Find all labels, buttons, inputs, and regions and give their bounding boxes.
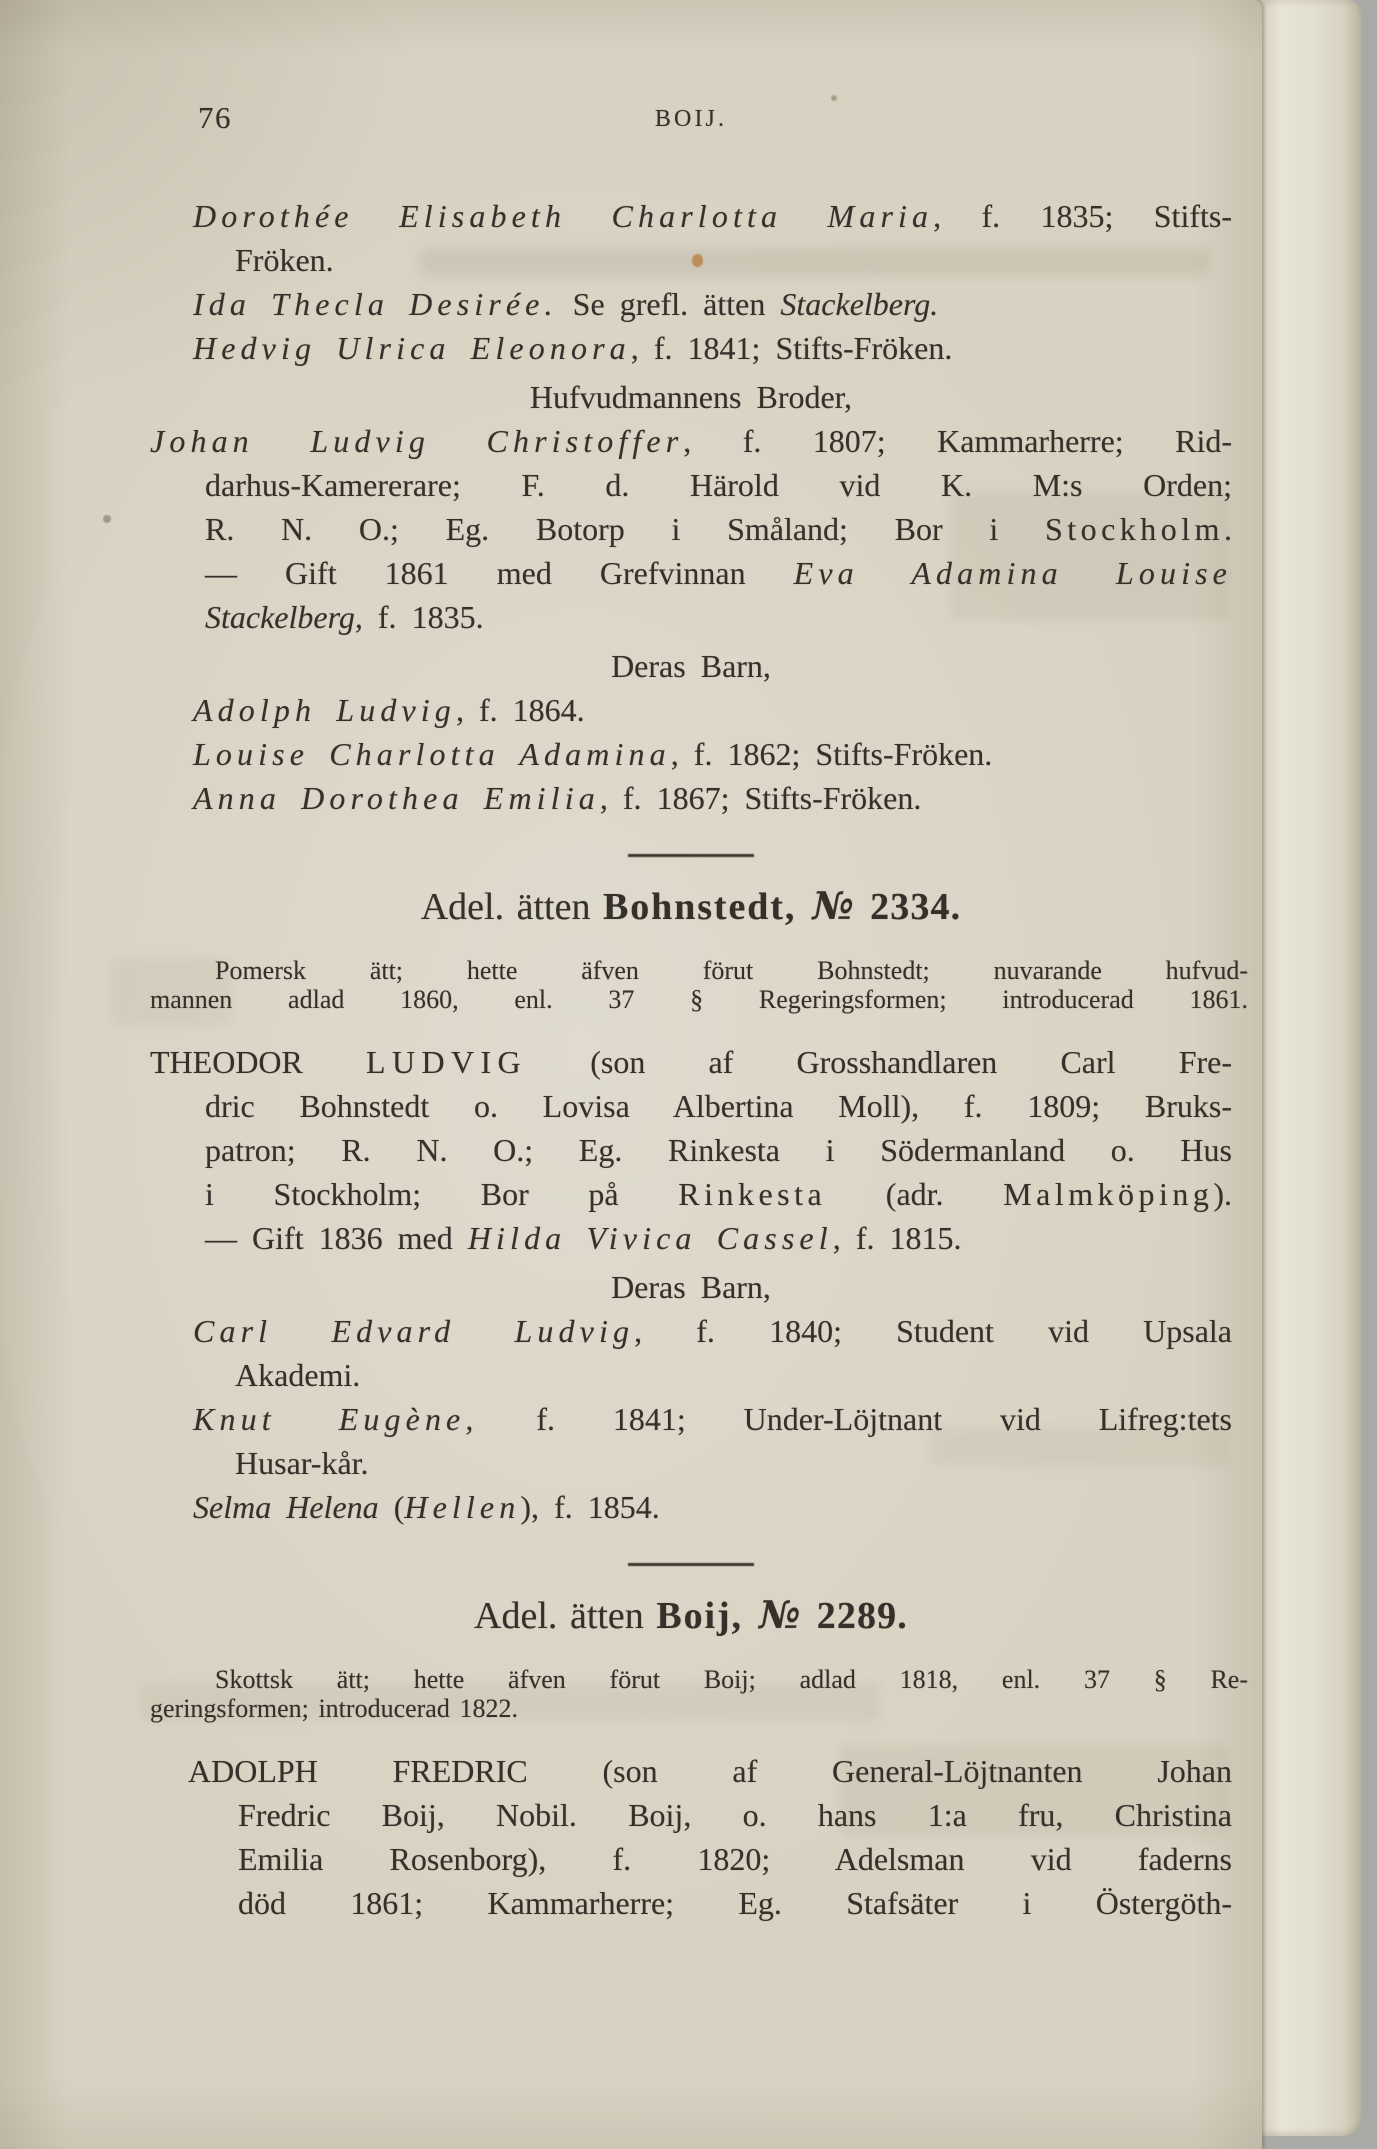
entry-paragraph [150, 776, 1232, 820]
text-segment: LUDVIG [366, 1044, 528, 1080]
text-segment: Fredric Boij, Nobil. Boij, o. hans 1:a fru, Christina [238, 1797, 1232, 1833]
family-note [150, 1665, 1248, 1723]
text-line [150, 1040, 1232, 1084]
text-segment: , f. 1841; Stifts-Fröken. [630, 330, 953, 366]
text-line [238, 1793, 1232, 1837]
text-segment: Se grefl. ätten [557, 286, 781, 322]
text-line [205, 507, 1232, 551]
text-segment: ), f. 1854. [520, 1489, 660, 1525]
text-segment: Hilda Vivica Cassel [467, 1220, 833, 1256]
text-segment: — Gift 1861 med Grefvinnan [205, 555, 794, 591]
book-page-edges [1256, 0, 1362, 2136]
text-segment: Rinkesta [678, 1176, 827, 1212]
text-segment: , f. 1840; Student vid Upsala [634, 1313, 1232, 1349]
text-segment: Stackelberg, [205, 599, 363, 635]
text-line [193, 688, 1232, 732]
page-header [150, 100, 1232, 144]
text-segment: . [1224, 511, 1232, 547]
center-label: Hufvudmannens Broder, [529, 379, 853, 415]
entry-paragraph [150, 1397, 1232, 1485]
text-segment: , f. 1862; Stifts-Fröken. [670, 736, 993, 772]
text-segment: Johan Ludvig Christoffer [150, 423, 684, 459]
text-segment: Skottsk ätt; hette äfven förut Boij; adlad 1818, enl. 37 § Re- [215, 1665, 1248, 1694]
family-note [150, 956, 1248, 1014]
text-segment: (son af Grosshandlaren Carl Fre- [527, 1044, 1233, 1080]
family-heading [150, 881, 1232, 932]
section-divider [628, 854, 754, 857]
text-line [235, 1353, 1232, 1397]
stain-mark [103, 515, 111, 523]
text-line [205, 551, 1232, 595]
text-line [205, 595, 1232, 639]
page-number: 76 [198, 100, 233, 135]
text-segment: Bohnstedt, [603, 886, 797, 928]
text-line [193, 732, 1232, 776]
entry-paragraph [150, 1749, 1232, 1925]
entry-paragraph [150, 194, 1232, 282]
text-segment: (adr. [826, 1176, 1004, 1212]
text-segment: Husar-kår. [235, 1445, 369, 1481]
text-segment: mannen adlad 1860, enl. 37 § Regeringsformen; introducerad 1861. [150, 985, 1248, 1014]
text-line [193, 1309, 1232, 1353]
entry-paragraph [150, 326, 1232, 370]
text-line [235, 1441, 1232, 1485]
section-divider [628, 1563, 754, 1566]
text-segment: Pomersk ätt; hette äfven förut Bohnstedt; nuvarande hufvud- [215, 956, 1248, 985]
text-segment: Fröken. [235, 242, 334, 278]
text-segment: Adel. ätten [420, 886, 604, 928]
text-block [150, 194, 1248, 1925]
text-segment: ). [1213, 1176, 1232, 1212]
text-segment: Dorothée Elisabeth Charlotta Maria [193, 198, 934, 234]
text-segment: , f. 1807; Kammarherre; Rid- [683, 423, 1232, 459]
text-segment: Anna Dorothea Emilia [193, 780, 600, 816]
center-label: Deras Barn, [611, 1269, 771, 1305]
text-segment: 2289. [816, 1595, 908, 1637]
text-line [150, 1694, 1248, 1723]
text-segment: Hedvig Ulrica Eleonora [193, 330, 631, 366]
text-segment: , f. 1864. [455, 692, 585, 728]
entry-paragraph [150, 282, 1232, 326]
text-segment: Emilia Rosenborg), f. 1820; Adelsman vid faderns [238, 1841, 1232, 1877]
text-segment: dric Bohnstedt o. Lovisa Albertina Moll), f. 1809; Bruks- [205, 1088, 1232, 1124]
text-segment: № [742, 1592, 817, 1637]
text-segment: Knut Eugène, [193, 1401, 479, 1437]
text-segment: Ida Thecla Desirée. [193, 286, 558, 322]
text-segment: — Gift 1836 med [205, 1220, 468, 1256]
text-segment: Stackelberg. [780, 286, 939, 322]
entry-paragraph [150, 419, 1232, 639]
text-line [205, 1128, 1232, 1172]
entry-paragraph [150, 688, 1232, 732]
text-line [193, 776, 1232, 820]
text-segment: № [796, 883, 871, 928]
text-segment: i Stockholm; Bor på [205, 1176, 679, 1212]
text-line [205, 1172, 1232, 1216]
text-segment: f. 1835. [362, 599, 484, 635]
entry-paragraph [150, 1309, 1232, 1397]
center-label: Deras Barn, [611, 648, 771, 684]
text-line [193, 1397, 1232, 1441]
text-line [188, 1749, 1232, 1793]
running-header: BOIJ. [654, 106, 728, 132]
text-segment: , f. 1867; Stifts-Fröken. [599, 780, 922, 816]
entry-paragraph [150, 1485, 1232, 1529]
text-line [205, 1084, 1232, 1128]
text-line [193, 282, 1232, 326]
text-line [205, 1216, 1232, 1260]
entry-paragraph [150, 732, 1232, 776]
text-line [235, 238, 1232, 282]
text-segment: död 1861; Kammarherre; Eg. Stafsäter i Östergöth- [238, 1885, 1232, 1921]
text-line [238, 1837, 1232, 1881]
text-line [150, 1665, 1248, 1694]
text-segment: , f. 1815. [832, 1220, 962, 1256]
text-segment: Boij, [656, 1595, 743, 1637]
page-content [150, 0, 1248, 1925]
text-line [150, 985, 1248, 1014]
text-segment: ( [393, 1489, 405, 1525]
text-segment: ADOLPH FREDRIC (son af General-Löjtnanten Johan [188, 1753, 1232, 1789]
text-segment: Stockholm [1045, 511, 1224, 547]
text-line [205, 463, 1232, 507]
text-segment: geringsformen; introducerad 1822. [150, 1694, 518, 1723]
text-line [150, 956, 1248, 985]
text-segment: f. 1841; Under-Löjtnant vid Lifreg:tets [478, 1401, 1233, 1437]
family-heading [150, 1590, 1232, 1641]
text-segment: Selma Helena [193, 1489, 394, 1525]
text-segment: patron; R. N. O.; Eg. Rinkesta i Södermanland o. Hus [205, 1132, 1232, 1168]
text-line [150, 419, 1232, 463]
text-segment: THEODOR [150, 1044, 367, 1080]
text-segment: Adolph Ludvig [193, 692, 456, 728]
text-line [193, 326, 1232, 370]
text-segment: Carl Edvard Ludvig [193, 1313, 635, 1349]
text-segment: Hellen [404, 1489, 521, 1525]
text-segment: Akademi. [235, 1357, 361, 1393]
text-segment: Eva Adamina Louise [793, 555, 1232, 591]
text-line [193, 194, 1232, 238]
text-segment: Adel. ätten [474, 1595, 657, 1637]
text-segment: Louise Charlotta Adamina [193, 736, 671, 772]
text-segment: Malmköping [1003, 1176, 1214, 1212]
text-segment: darhus-Kamererare; F. d. Härold vid K. M:s Orden; [205, 467, 1232, 503]
text-segment: R. N. O.; Eg. Botorp i Småland; Bor i [205, 511, 1045, 547]
text-line [193, 1485, 1232, 1529]
text-line [238, 1881, 1232, 1925]
text-segment: 2334. [870, 886, 962, 928]
entry-paragraph [150, 1040, 1232, 1260]
text-segment: , f. 1835; Stifts- [933, 198, 1232, 234]
